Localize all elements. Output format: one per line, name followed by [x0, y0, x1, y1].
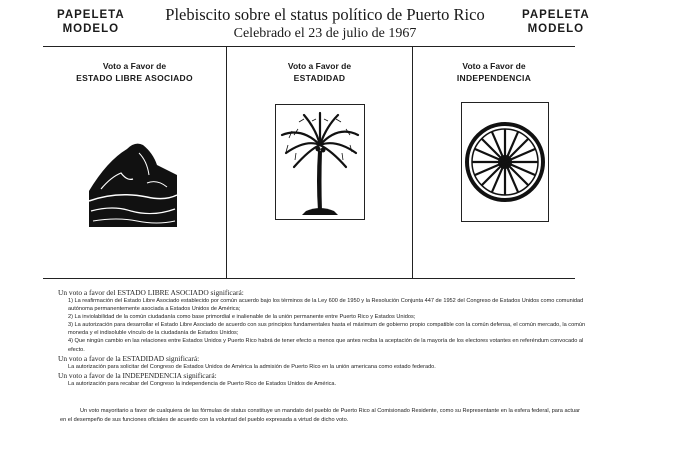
ela-point-4: 4) Que ningún cambio en las relaciones entre Estados Unidos y Puerto Rico habrá de tener efecto a menos que antes reciba la aceptación de la mayoría de los electores votantes en referéndum convocado al efecto.: [68, 338, 584, 353]
ballot-options: [43, 46, 575, 279]
stamp-line: PAPELETA: [522, 9, 590, 21]
option-name: INDEPENDENCIA: [456, 73, 532, 83]
option-estado-libre-asociado[interactable]: [43, 47, 226, 278]
option-estadidad[interactable]: [226, 47, 413, 278]
mountain-icon: [86, 130, 180, 228]
option-name: ESTADIDAD: [293, 73, 346, 83]
footer-text: Un voto mayoritario a favor de cualquiera de las fórmulas de status constituye un mandato del pueblo de Puerto Rico al Comisionado Residente, como su Representante en la esfera federal, para actuar en el desempeño de sus funciones oficiales de acuerdo con la voluntad del pueblo expresada a virtud de dicho voto.: [60, 408, 580, 423]
ela-point-1: 1) La reafirmación del Estado Libre Asociado establecido por común acuerdo bajo los términos de la Ley 600 de 1950 y la Resolución Conjunta 447 de 1952 del Congreso de Estados Unidos como comunidad autónoma permanentemente asociada a Estados Unidos de América;: [68, 298, 584, 313]
vote-label: Voto a Favor de: [102, 61, 167, 71]
stamp-line: MODELO: [527, 23, 585, 35]
page-subtitle: Celebrado el 23 de julio de 1967: [233, 26, 417, 41]
footer-note: [60, 407, 580, 424]
ela-point-2: 2) La inviolabilidad de la común ciudadanía como base primordial e inalienable de la unión permanente entre Puerto Rico y Estados Unidos;: [68, 314, 416, 321]
ela-heading: Un voto a favor del ESTADO LIBRE ASOCIADO significará:: [58, 288, 244, 297]
option-independencia[interactable]: [413, 47, 575, 278]
ela-point-3: 3) La autorización para desarrollar el Estado Libre Asociado de acuerdo con sus principios fundamentales hasta el máximum de gobierno propio compatible con la común defensa, el común mercado, la común moneda y el indisoluble vínculo de la ciudadanía de Estados Unidos;: [68, 322, 586, 337]
vote-label: Voto a Favor de: [462, 61, 526, 71]
vote-label: Voto a Favor de: [287, 61, 352, 71]
independencia-point: La autorización para recabar del Congreso la independencia de Puerto Rico de Estados Unidos de América.: [68, 380, 337, 387]
stamp-papeleta-modelo-right: [522, 8, 590, 36]
estadidad-point: La autorización para solicitar del Congreso de Estados Unidos de América la admisión de Puerto Rico en la unión americana como estado federado.: [68, 363, 436, 370]
stamp-line: PAPELETA: [57, 9, 125, 21]
stamp-line: MODELO: [62, 23, 120, 35]
wheel-icon: [461, 102, 549, 222]
palm-tree-icon: [275, 104, 365, 220]
vote-meaning-text: [58, 288, 586, 388]
option-name: ESTADO LIBRE ASOCIADO: [76, 73, 193, 83]
ballot-title-block: [150, 5, 500, 43]
stamp-papeleta-modelo-left: [57, 8, 125, 36]
estadidad-heading: Un voto a favor de la ESTADIDAD significará:: [58, 353, 200, 363]
independencia-heading: Un voto a favor de la INDEPENDENCIA significará:: [58, 370, 217, 380]
page-title: Plebiscito sobre el status político de Puerto Rico: [165, 5, 485, 24]
